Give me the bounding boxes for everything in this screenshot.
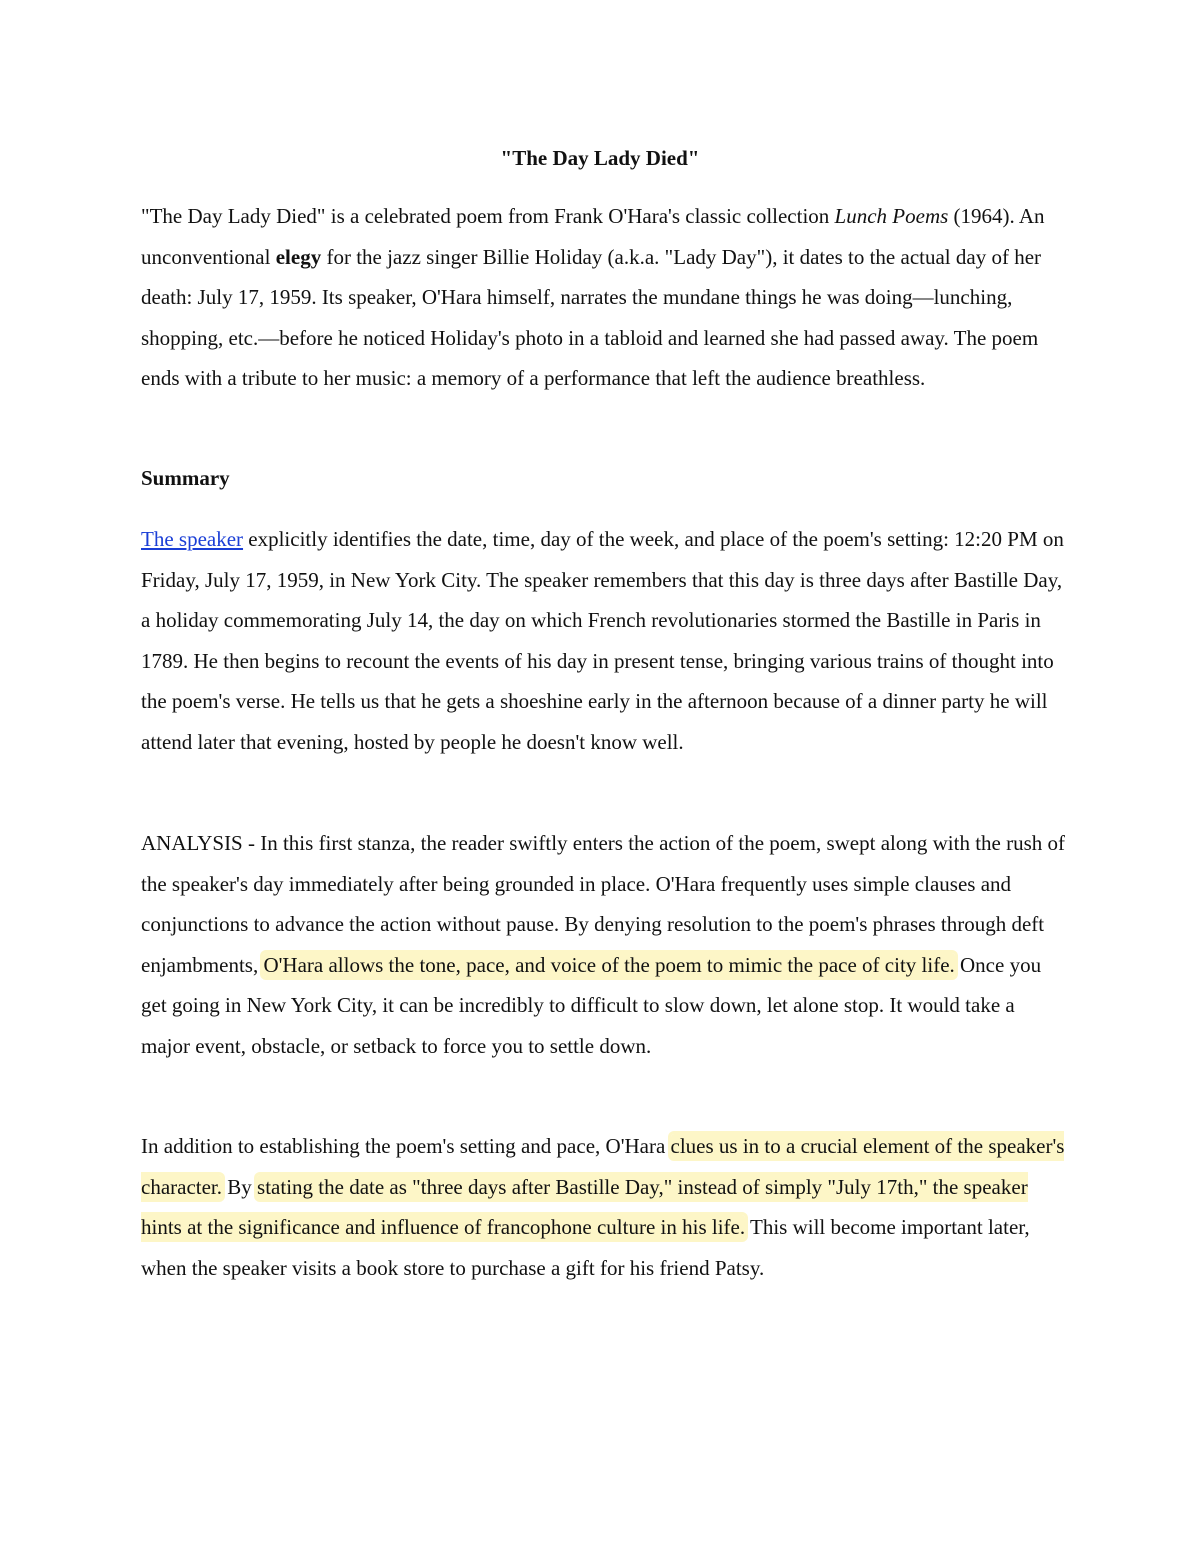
addition-paragraph [141,1126,1065,1288]
intro-text-1: "The Day Lady Died" is a celebrated poem from Frank O'Hara's classic collection [141,204,835,228]
addition-text-2: By [222,1174,258,1199]
analysis-paragraph [141,823,1065,1066]
document-title: "The Day Lady Died" [500,146,700,170]
summary-paragraph [141,519,1065,762]
addition-highlight-1: clues us in to a crucial element of the speaker's character. [141,1134,1065,1199]
intro-paragraph [141,196,1065,399]
intro-text-3: for the jazz singer Billie Holiday (a.k.a. "Lady Day"), it dates to the actual day of her death: July 17, 1959. Its speaker, O'Hara himself, narrates the mundane things he was doing—lunching, shopping, etc.—before he noticed Holiday's photo in a tabloid and learned she had passed away. The poem ends with a tribute to her music: a memory of a performance that left the audience breathless. [141,244,1042,390]
summary-text: explicitly identifies the date, time, day of the week, and place of the poem's setting: 12:20 PM on Friday, July 17, 1959, in New York City. The speaker remembers that this day is three days after Bastille Day, a holiday commemorating July 14, the day on which French revolutionaries stormed the Bastille in Paris in 1789. He then begins to recount the events of his day in present tense, bringing various trains of thought into the poem's verse. He tells us that he gets a shoeshine early in the afternoon because of a dinner party he will attend later that evening, hosted by people he doesn't know well. [141,527,1064,754]
intro-text-2: (1964). An unconventional [141,204,1045,269]
summary-heading: Summary [141,466,230,490]
addition-text-3: This will become important later, when the speaker visits a book store to purchase a gift for his friend Patsy. [141,1215,1030,1280]
analysis-text-2: Once you get going in New York City, it can be incredibly to difficult to slow down, let alone stop. It would take a major event, obstacle, or setback to force you to settle down. [141,952,1042,1058]
analysis-text-1: ANALYSIS - In this first stanza, the reader swiftly enters the action of the poem, swept along with the rush of the speaker's day immediately after being grounded in place. O'Hara frequently uses simple clauses and conjunctions to advance the action without pause. By denying resolution to the poem's phrases through deft enjambments, [141,831,1066,977]
addition-text-1: In addition to establishing the poem's setting and pace, O'Hara [141,1134,671,1158]
speaker-link[interactable]: The speaker [141,527,244,551]
addition-highlight-2: stating the date as "three days after Bastille Day," instead of simply "July 17th," the speaker hints at the significance and influence of francophone culture in his life. [141,1174,1028,1239]
analysis-highlight: O'Hara allows the tone, pace, and voice of the poem to mimic the pace of city life. [263,952,955,977]
collection-title: Lunch Poems [834,204,949,228]
elegy-term: elegy [275,244,322,269]
